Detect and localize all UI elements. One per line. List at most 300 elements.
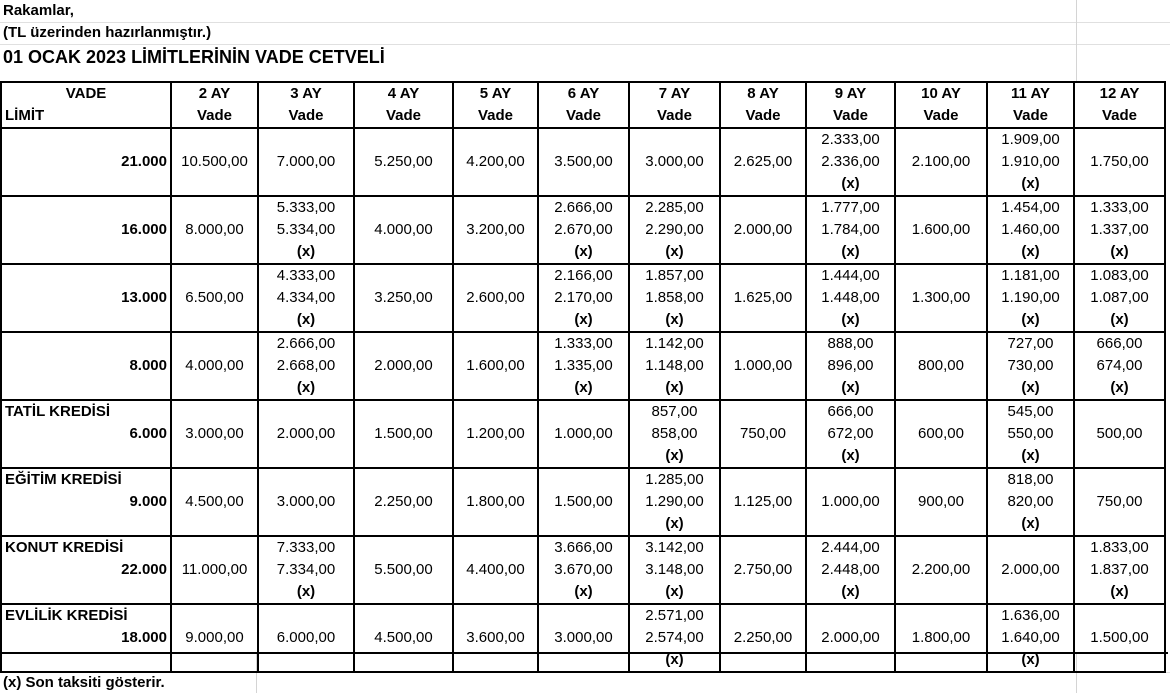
- installment-amount: [454, 537, 537, 559]
- last-installment-marker: (x): [665, 311, 684, 328]
- last-installment-marker: [454, 309, 537, 331]
- installment-amount: 545,00: [1007, 403, 1054, 420]
- installment-amount: 1.142,00: [645, 335, 704, 352]
- last-installment-marker: (x): [574, 583, 593, 600]
- installment-amount: 2.571,00: [645, 607, 704, 624]
- last-installment-amount: 2.448,00: [821, 561, 880, 578]
- last-installment-amount: 4.500,00: [185, 493, 244, 510]
- last-installment-amount: 4.000,00: [185, 357, 244, 374]
- last-installment-amount: 11.000,00: [181, 561, 248, 578]
- category-label: KONUT KREDİSİ: [5, 539, 124, 556]
- last-installment-marker: (x): [665, 583, 684, 600]
- last-installment-amount: 674,00: [1096, 357, 1143, 374]
- limit-value: 6.000: [129, 425, 167, 442]
- table-row: [1, 400, 1165, 468]
- installment-amount: [172, 265, 257, 287]
- installment-amount: [539, 605, 628, 627]
- installment-cell: [806, 400, 895, 468]
- installment-cell: [453, 468, 538, 536]
- last-installment-amount: 1.800,00: [466, 493, 525, 510]
- last-installment-marker: [630, 173, 719, 195]
- installment-amount: [1075, 129, 1164, 151]
- installment-cell: [895, 196, 987, 264]
- installment-cell: [538, 468, 629, 536]
- last-installment-marker: [355, 309, 452, 331]
- last-installment-amount: 1.500,00: [374, 425, 433, 442]
- column-header: [720, 82, 806, 128]
- last-installment-marker: [172, 513, 257, 535]
- installment-amount: 2.333,00: [821, 131, 880, 148]
- installment-amount: 1.333,00: [1090, 199, 1149, 216]
- last-installment-amount: 1.600,00: [911, 221, 971, 238]
- installment-cell: [806, 196, 895, 264]
- last-installment-amount: 4.500,00: [374, 629, 433, 646]
- installment-amount: 2.166,00: [554, 267, 613, 284]
- installment-cell: [258, 400, 354, 468]
- installment-cell: [629, 264, 720, 332]
- installment-amount: 1.777,00: [821, 199, 880, 216]
- last-installment-amount: 800,00: [918, 357, 964, 374]
- installment-amount: 1.454,00: [1001, 199, 1060, 216]
- column-title: 7 AY: [658, 85, 691, 102]
- installment-amount: 1.285,00: [645, 471, 704, 488]
- installment-cell: [354, 332, 453, 400]
- last-installment-amount: 1.784,00: [821, 221, 880, 238]
- last-installment-marker: [988, 581, 1073, 603]
- last-installment-amount: 750,00: [740, 425, 786, 442]
- last-installment-amount: 1.000,00: [554, 425, 613, 442]
- column-header: [987, 82, 1074, 128]
- last-installment-amount: 2.000,00: [821, 629, 880, 646]
- footnote: (x) Son taksiti gösterir.: [3, 674, 165, 691]
- maturity-table: [0, 81, 1166, 673]
- installment-amount: 3.142,00: [645, 539, 704, 556]
- installment-amount: [454, 197, 537, 219]
- installment-cell: [354, 264, 453, 332]
- installment-cell: [806, 264, 895, 332]
- last-installment-marker: [896, 513, 986, 535]
- last-installment-amount: 1.190,00: [1001, 289, 1060, 306]
- column-subtitle: Vade: [196, 107, 233, 124]
- column-title: 8 AY: [747, 85, 779, 102]
- last-installment-amount: 858,00: [651, 425, 698, 442]
- last-installment-marker: [539, 173, 628, 195]
- column-header: [1074, 82, 1165, 128]
- limit-value: 21.000: [121, 153, 167, 170]
- installment-cell: [538, 604, 629, 672]
- installment-amount: [172, 605, 257, 627]
- last-installment-amount: 3.600,00: [466, 629, 525, 646]
- last-installment-marker: (x): [574, 243, 593, 260]
- installment-amount: [355, 265, 452, 287]
- last-installment-amount: 1.000,00: [821, 493, 880, 510]
- installment-amount: [896, 537, 986, 559]
- installment-cell: [171, 264, 258, 332]
- installment-amount: [355, 537, 452, 559]
- installment-cell: [895, 536, 987, 604]
- installment-cell: [258, 332, 354, 400]
- last-installment-amount: 2.000,00: [733, 221, 793, 238]
- category-label: EVLİLİK KREDİSİ: [5, 607, 128, 624]
- last-installment-amount: 1.335,00: [554, 357, 613, 374]
- column-subtitle: Vade: [923, 107, 959, 124]
- installment-amount: [721, 197, 805, 219]
- installment-cell: [453, 128, 538, 196]
- last-installment-marker: (x): [665, 651, 684, 668]
- limit-cell: [1, 196, 171, 264]
- column-header: [453, 82, 538, 128]
- installment-cell: [453, 604, 538, 672]
- installment-cell: [895, 468, 987, 536]
- limit-cell: [1, 264, 171, 332]
- last-installment-marker: [355, 581, 452, 603]
- last-installment-marker: (x): [1021, 379, 1040, 396]
- installment-amount: [259, 401, 353, 423]
- installment-cell: [453, 400, 538, 468]
- last-installment-amount: 6.500,00: [185, 289, 244, 306]
- last-installment-amount: 896,00: [827, 357, 874, 374]
- last-installment-marker: [454, 241, 537, 263]
- installment-cell: [258, 264, 354, 332]
- installment-amount: [896, 265, 986, 287]
- installment-amount: [454, 265, 537, 287]
- last-installment-marker: [355, 377, 452, 399]
- document-header: [0, 0, 1170, 70]
- installment-cell: [895, 128, 987, 196]
- last-installment-marker: (x): [665, 243, 684, 260]
- last-installment-marker: [896, 581, 986, 603]
- last-installment-amount: 750,00: [1096, 493, 1143, 510]
- last-installment-amount: 1.800,00: [911, 629, 971, 646]
- page-title: 01 OCAK 2023 LİMİTLERİNİN VADE CETVELİ: [3, 47, 385, 67]
- installment-amount: 2.444,00: [821, 539, 880, 556]
- installment-cell: [806, 536, 895, 604]
- installment-cell: [720, 264, 806, 332]
- installment-amount: 1.636,00: [1001, 607, 1060, 624]
- last-installment-amount: 2.170,00: [554, 289, 613, 306]
- installment-cell: [629, 332, 720, 400]
- last-installment-marker: [172, 581, 257, 603]
- last-installment-amount: 1.448,00: [821, 289, 880, 306]
- installment-amount: [896, 469, 986, 491]
- installment-amount: [807, 605, 894, 627]
- installment-cell: [987, 332, 1074, 400]
- table-row: [1, 128, 1165, 196]
- installment-cell: [171, 128, 258, 196]
- last-installment-amount: 2.574,00: [645, 629, 704, 646]
- installment-cell: [629, 468, 720, 536]
- spacer-line: [2, 377, 170, 399]
- installment-amount: [172, 537, 257, 559]
- last-installment-marker: [721, 173, 805, 195]
- last-installment-amount: 1.750,00: [1090, 153, 1149, 170]
- last-installment-amount: 1.640,00: [1001, 629, 1060, 646]
- table-row: [1, 604, 1165, 672]
- last-installment-amount: 3.500,00: [554, 153, 613, 170]
- table-header-row: [1, 82, 1165, 128]
- last-installment-amount: 4.334,00: [276, 289, 336, 306]
- installment-amount: 818,00: [1007, 471, 1054, 488]
- installment-amount: 1.909,00: [1001, 131, 1060, 148]
- installment-cell: [806, 128, 895, 196]
- column-title: 5 AY: [479, 85, 512, 102]
- installment-cell: [720, 332, 806, 400]
- last-installment-marker: [1075, 445, 1164, 467]
- installment-cell: [354, 128, 453, 196]
- installment-amount: [721, 265, 805, 287]
- installment-amount: [355, 333, 452, 355]
- last-installment-marker: [454, 377, 537, 399]
- installment-amount: [630, 129, 719, 151]
- column-subtitle: Vade: [745, 107, 781, 124]
- installment-amount: [1075, 401, 1164, 423]
- installment-cell: [453, 332, 538, 400]
- installment-cell: [538, 196, 629, 264]
- installment-cell: [720, 604, 806, 672]
- installment-cell: [171, 468, 258, 536]
- installment-amount: [172, 197, 257, 219]
- last-installment-amount: 2.750,00: [733, 561, 793, 578]
- last-installment-amount: 3.000,00: [645, 153, 704, 170]
- installment-cell: [1074, 468, 1165, 536]
- last-installment-amount: 5.250,00: [374, 153, 433, 170]
- installment-amount: [721, 537, 805, 559]
- last-installment-amount: 3.148,00: [645, 561, 704, 578]
- category-label: [2, 265, 170, 287]
- installment-cell: [1074, 536, 1165, 604]
- last-installment-marker: [896, 241, 986, 263]
- last-installment-amount: 1.087,00: [1090, 289, 1149, 306]
- column-subtitle: Vade: [385, 107, 422, 124]
- installment-cell: [629, 196, 720, 264]
- last-installment-marker: (x): [841, 175, 860, 192]
- installment-cell: [538, 332, 629, 400]
- installment-amount: [454, 605, 537, 627]
- installment-amount: [896, 129, 986, 151]
- column-subtitle: Vade: [288, 107, 324, 124]
- last-installment-marker: [454, 445, 537, 467]
- last-installment-marker: [355, 173, 452, 195]
- column-title: 4 AY: [387, 85, 420, 102]
- last-installment-amount: 2.250,00: [733, 629, 793, 646]
- column-header: [895, 82, 987, 128]
- limit-label: LİMİT: [5, 107, 45, 124]
- last-installment-amount: 3.200,00: [466, 221, 525, 238]
- installment-cell: [1074, 400, 1165, 468]
- last-installment-marker: [172, 377, 257, 399]
- header-line-1: Rakamlar,: [3, 2, 74, 19]
- last-installment-amount: 2.625,00: [733, 153, 793, 170]
- last-installment-amount: 3.000,00: [185, 425, 244, 442]
- last-installment-marker: [259, 513, 353, 535]
- last-installment-amount: 1.148,00: [645, 357, 704, 374]
- spacer-line: [2, 513, 170, 535]
- last-installment-marker: (x): [841, 243, 860, 260]
- last-installment-amount: 1.910,00: [1001, 153, 1060, 170]
- installment-cell: [258, 128, 354, 196]
- last-installment-marker: (x): [1110, 583, 1129, 600]
- installment-amount: [896, 401, 986, 423]
- last-installment-marker: [896, 377, 986, 399]
- column-header: [258, 82, 354, 128]
- installment-cell: [806, 468, 895, 536]
- last-installment-amount: 8.000,00: [185, 221, 244, 238]
- last-installment-amount: 9.000,00: [185, 629, 244, 646]
- installment-amount: [721, 401, 805, 423]
- column-header: [629, 82, 720, 128]
- last-installment-marker: [721, 513, 805, 535]
- category-label: [2, 197, 170, 219]
- last-installment-marker: [172, 309, 257, 331]
- last-installment-marker: (x): [665, 379, 684, 396]
- last-installment-amount: 1.200,00: [466, 425, 525, 442]
- installment-amount: [454, 129, 537, 151]
- limit-value: 16.000: [121, 221, 167, 238]
- last-installment-amount: 1.625,00: [733, 289, 793, 306]
- last-installment-marker: [355, 241, 452, 263]
- spacer-line: [2, 241, 170, 263]
- installment-cell: [1074, 128, 1165, 196]
- installment-cell: [453, 196, 538, 264]
- column-subtitle: Vade: [1101, 107, 1138, 124]
- last-installment-amount: 2.200,00: [911, 561, 971, 578]
- installment-amount: 1.181,00: [1001, 267, 1060, 284]
- table-row: [1, 264, 1165, 332]
- column-header: [171, 82, 258, 128]
- last-installment-marker: (x): [296, 311, 316, 328]
- installment-cell: [258, 468, 354, 536]
- last-installment-marker: [807, 513, 894, 535]
- last-installment-marker: [172, 445, 257, 467]
- last-installment-amount: 4.200,00: [466, 153, 525, 170]
- last-installment-marker: [539, 513, 628, 535]
- installment-amount: 888,00: [827, 335, 874, 352]
- last-installment-amount: 2.250,00: [374, 493, 433, 510]
- table-row: [1, 196, 1165, 264]
- column-title: 9 AY: [834, 85, 867, 102]
- column-title: 11 AY: [1011, 85, 1050, 102]
- last-installment-marker: [896, 173, 986, 195]
- last-installment-amount: 1.500,00: [1090, 629, 1149, 646]
- installment-amount: [259, 469, 353, 491]
- installment-amount: 1.857,00: [645, 267, 704, 284]
- last-installment-marker: [721, 581, 805, 603]
- column-subtitle: Vade: [565, 107, 602, 124]
- last-installment-amount: 1.300,00: [911, 289, 971, 306]
- column-title: 10 AY: [921, 85, 961, 102]
- installment-cell: [987, 536, 1074, 604]
- last-installment-marker: (x): [1021, 243, 1040, 260]
- last-installment-amount: 672,00: [827, 425, 874, 442]
- installment-cell: [720, 400, 806, 468]
- installment-cell: [538, 128, 629, 196]
- limit-value: 22.000: [121, 561, 167, 578]
- installment-amount: [172, 401, 257, 423]
- category-label: [2, 129, 170, 151]
- limit-cell: [1, 400, 171, 468]
- installment-cell: [895, 400, 987, 468]
- installment-cell: [538, 536, 629, 604]
- installment-amount: 4.333,00: [276, 267, 336, 284]
- last-installment-marker: [454, 513, 537, 535]
- installment-amount: [896, 333, 986, 355]
- installment-amount: 3.666,00: [554, 539, 613, 556]
- installment-amount: [807, 469, 894, 491]
- last-installment-marker: (x): [296, 379, 316, 396]
- last-installment-marker: (x): [1021, 175, 1040, 192]
- last-installment-amount: 1.500,00: [554, 493, 613, 510]
- last-installment-marker: [896, 445, 986, 467]
- last-installment-amount: 2.670,00: [554, 221, 613, 238]
- installment-amount: [721, 605, 805, 627]
- column-header: [354, 82, 453, 128]
- installment-amount: 2.666,00: [276, 335, 336, 352]
- table-row: [1, 536, 1165, 604]
- vade-label: VADE: [65, 85, 107, 102]
- last-installment-amount: 1.460,00: [1001, 221, 1060, 238]
- last-installment-marker: (x): [841, 311, 860, 328]
- spacer-line: [2, 309, 170, 331]
- last-installment-amount: 550,00: [1007, 425, 1054, 442]
- column-header: [538, 82, 629, 128]
- installment-cell: [895, 604, 987, 672]
- installment-amount: [454, 401, 537, 423]
- installment-amount: [539, 469, 628, 491]
- last-installment-marker: (x): [296, 583, 316, 600]
- column-subtitle: Vade: [477, 107, 514, 124]
- installment-amount: [355, 197, 452, 219]
- last-installment-amount: 2.100,00: [911, 153, 971, 170]
- installment-amount: [721, 129, 805, 151]
- last-installment-amount: 5.500,00: [374, 561, 433, 578]
- installment-amount: [1075, 469, 1164, 491]
- installment-amount: 7.333,00: [276, 539, 336, 556]
- limit-cell: [1, 332, 171, 400]
- last-installment-marker: (x): [665, 447, 684, 464]
- last-installment-amount: 1.837,00: [1090, 561, 1149, 578]
- last-installment-marker: (x): [1021, 311, 1040, 328]
- installment-amount: [454, 333, 537, 355]
- installment-amount: [539, 129, 628, 151]
- limit-value: 18.000: [121, 629, 167, 646]
- installment-amount: 1.083,00: [1090, 267, 1149, 284]
- last-installment-marker: (x): [841, 583, 860, 600]
- last-installment-amount: 3.670,00: [554, 561, 613, 578]
- last-installment-marker: (x): [1110, 311, 1129, 328]
- header-line-2: (TL üzerinden hazırlanmıştır.): [3, 24, 212, 41]
- last-installment-amount: 1.600,00: [466, 357, 525, 374]
- last-installment-marker: [1075, 513, 1164, 535]
- last-installment-marker: [259, 445, 353, 467]
- last-installment-marker: [454, 173, 537, 195]
- installment-cell: [354, 536, 453, 604]
- table-bottom-border: [0, 652, 1168, 654]
- table-row: [1, 332, 1165, 400]
- installment-cell: [1074, 264, 1165, 332]
- limit-value: 9.000: [129, 493, 167, 510]
- column-subtitle: Vade: [656, 107, 693, 124]
- table-row: [1, 468, 1165, 536]
- column-title: 12 AY: [1099, 85, 1140, 102]
- installment-cell: [720, 468, 806, 536]
- installment-amount: [355, 469, 452, 491]
- installment-amount: 1.833,00: [1090, 539, 1149, 556]
- header-corner-cell: [1, 82, 171, 128]
- last-installment-amount: 730,00: [1007, 357, 1054, 374]
- installment-cell: [720, 536, 806, 604]
- installment-cell: [629, 128, 720, 196]
- installment-cell: [806, 604, 895, 672]
